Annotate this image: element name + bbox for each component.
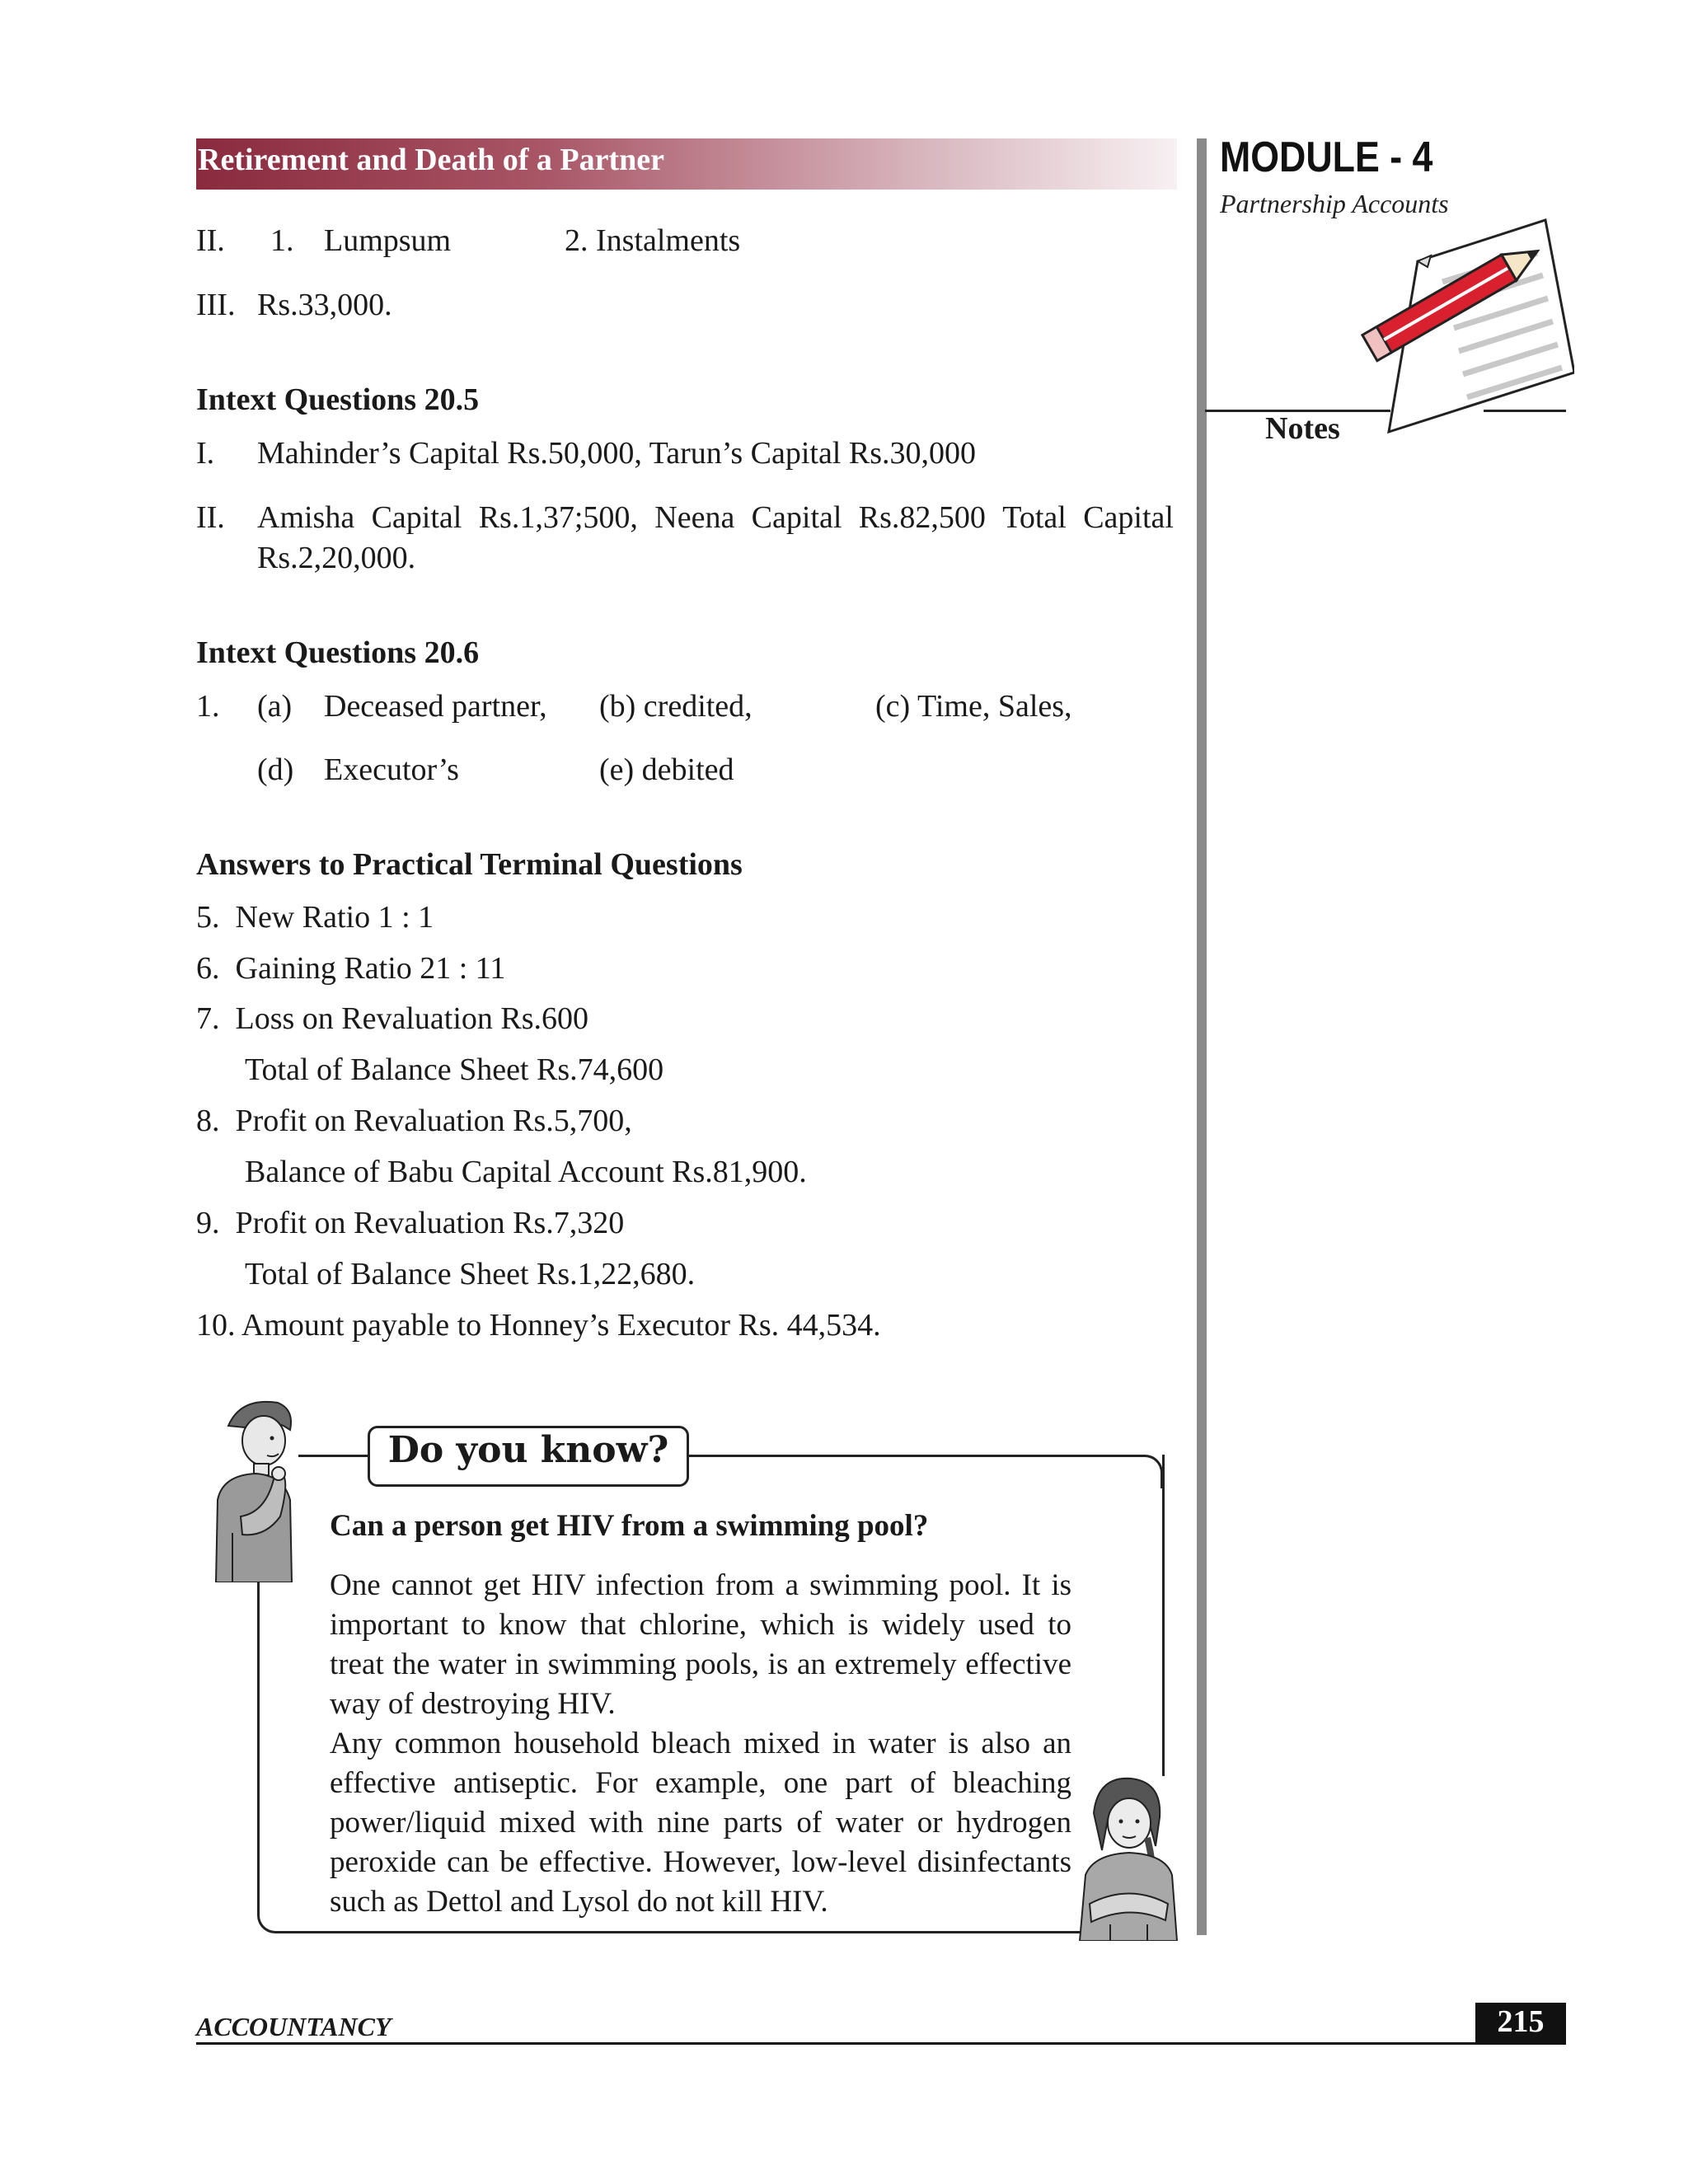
paragraph-line: Any common household bleach mixed in water is also an xyxy=(330,1727,1071,1760)
answer-text: (e) debited xyxy=(599,752,734,787)
do-you-know-question: Can a person get HIV from a swimming pool? xyxy=(330,1509,929,1543)
justified-word: Amisha xyxy=(257,500,355,535)
paragraph-line: power/liquid mixed with nine parts of water or hydrogen xyxy=(330,1806,1071,1840)
roman-numeral: II. xyxy=(196,223,225,258)
justified-word: Total xyxy=(1002,500,1067,535)
notes-label: Notes xyxy=(1265,411,1340,446)
girl-arms-crossed-illustration xyxy=(1073,1772,1180,1941)
paragraph-line: way of destroying HIV. xyxy=(330,1687,616,1721)
paragraph-line: important to know that chlorine, which is widely used to xyxy=(330,1608,1071,1642)
answer-line: 8. Profit on Revaluation Rs.5,700, xyxy=(196,1104,632,1138)
chapter-title: Retirement and Death of a Partner xyxy=(198,143,664,177)
page-number: 215 xyxy=(1497,2004,1545,2039)
module-subtitle: Partnership Accounts xyxy=(1220,189,1449,218)
justified-word: Neena xyxy=(654,500,735,535)
do-you-know-corner xyxy=(1129,1455,1163,1488)
notes-pencil-icon xyxy=(1352,216,1574,438)
answer-line: 5. New Ratio 1 : 1 xyxy=(196,900,434,935)
module-title: MODULE - 4 xyxy=(1220,134,1433,181)
answer-text: Rs.2,20,000. xyxy=(257,541,416,575)
answer-line: 6. Gaining Ratio 21 : 11 xyxy=(196,951,506,986)
paragraph-line: peroxide can be effective. However, low-level disinfectants xyxy=(330,1845,1071,1879)
answer-line: Total of Balance Sheet Rs.74,600 xyxy=(245,1052,664,1087)
margin-divider xyxy=(1197,138,1207,1935)
answer-line: 7. Loss on Revaluation Rs.600 xyxy=(196,1001,589,1036)
answer-line: 9. Profit on Revaluation Rs.7,320 xyxy=(196,1206,625,1240)
paragraph-line: treat the water in swimming pools, is an extremely effective xyxy=(330,1647,1071,1681)
do-you-know-paragraph xyxy=(330,1566,1071,1922)
roman-numeral: III. xyxy=(196,288,236,322)
list-number: 1. xyxy=(196,689,220,724)
justified-word: Capital xyxy=(751,500,842,535)
section-heading: Answers to Practical Terminal Questions xyxy=(196,847,743,882)
roman-numeral: I. xyxy=(196,436,215,471)
section-heading: Intext Questions 20.6 xyxy=(196,635,480,670)
justified-word: Capital xyxy=(371,500,462,535)
section-heading: Intext Questions 20.5 xyxy=(196,382,480,417)
answer-text: (c) Time, Sales, xyxy=(875,689,1072,724)
justified-word: Rs.1,37;500, xyxy=(478,500,638,535)
do-you-know-title: Do you know? xyxy=(387,1429,669,1471)
answer-text: Executor’s xyxy=(324,752,459,787)
thinking-boy-illustration xyxy=(208,1393,307,1582)
justified-word: Capital xyxy=(1083,500,1174,535)
answer-line: 10. Amount payable to Honney’s Executor Rs. 44,534. xyxy=(196,1308,881,1343)
answer-line: Total of Balance Sheet Rs.1,22,680. xyxy=(245,1257,696,1291)
option-label: (d) xyxy=(257,752,294,787)
answer-text-justified xyxy=(257,499,1174,537)
answer-text: (b) credited, xyxy=(599,689,753,724)
footer-rule xyxy=(196,2042,1566,2045)
list-number: 1. xyxy=(270,223,294,258)
option-label: (a) xyxy=(257,689,293,724)
paragraph-line: effective antiseptic. For example, one part of bleaching xyxy=(330,1766,1071,1800)
answer-line: Balance of Babu Capital Account Rs.81,900. xyxy=(245,1155,807,1189)
answer-text: 2. Instalments xyxy=(565,223,741,258)
paragraph-line: such as Dettol and Lysol do not kill HIV. xyxy=(330,1885,828,1919)
paragraph-line: One cannot get HIV infection from a swimming pool. It is xyxy=(330,1568,1071,1602)
answer-text: Deceased partner, xyxy=(324,689,547,724)
footer-subject: ACCOUNTANCY xyxy=(196,2012,392,2041)
answer-text: Lumpsum xyxy=(324,223,452,258)
answer-text: Rs.33,000. xyxy=(257,288,392,322)
roman-numeral: II. xyxy=(196,500,225,535)
notes-rule xyxy=(1484,410,1566,412)
justified-word: Rs.82,500 xyxy=(858,500,986,535)
answer-text: Mahinder’s Capital Rs.50,000, Tarun’s Capital Rs.30,000 xyxy=(257,436,976,471)
